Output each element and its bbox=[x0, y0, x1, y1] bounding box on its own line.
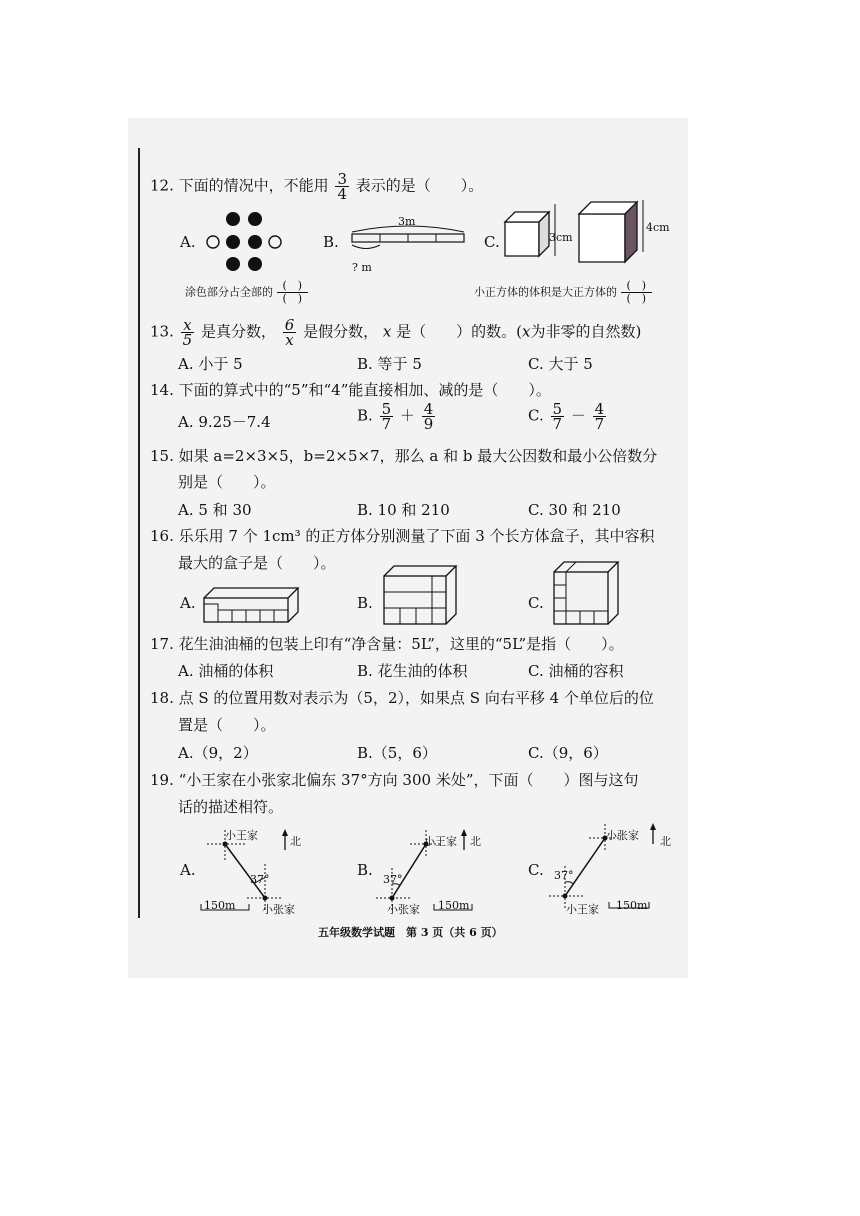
q19-a-scale-label: 150m bbox=[204, 899, 236, 912]
q19-stem-line-1: 19. “小王家在小张家北偏东 37°方向 300 米处”，下面（ ）图与这句 bbox=[150, 771, 639, 789]
caption-a-text: 涂色部分占全部的 bbox=[185, 285, 273, 299]
box-top bbox=[384, 566, 456, 576]
blank-num: ( ) bbox=[277, 280, 309, 293]
unit-cube bbox=[432, 592, 446, 608]
frac bbox=[422, 402, 436, 431]
q18-option-a: A.（9，2） bbox=[178, 744, 258, 762]
q13-tail-2: 为非零的自然数) bbox=[530, 322, 642, 341]
unit-cube bbox=[384, 608, 400, 624]
big-cube-front bbox=[579, 214, 625, 262]
brace-bottom bbox=[352, 245, 380, 249]
q19-c-angle-label: 37° bbox=[554, 869, 574, 882]
q13-tail-1: 是（ ）的数。( bbox=[396, 322, 522, 341]
q12-option-c: C. bbox=[484, 233, 500, 251]
dot bbox=[207, 236, 219, 248]
unit-cube bbox=[274, 610, 288, 622]
box-front bbox=[384, 576, 446, 624]
blank-fraction bbox=[621, 280, 653, 305]
north-arrow-head-icon bbox=[282, 829, 288, 836]
frac-num: 6 bbox=[284, 316, 295, 334]
frac-den: 7 bbox=[381, 415, 392, 433]
unit-cube bbox=[554, 611, 566, 624]
q14-option-b bbox=[357, 402, 437, 431]
unit-cube bbox=[554, 585, 566, 598]
q19-option-b: B. bbox=[357, 861, 373, 879]
q19-a-north-label: 北 bbox=[290, 835, 301, 848]
q19-a-angle-label: 37° bbox=[250, 873, 270, 886]
dot bbox=[248, 235, 262, 249]
q19-stem-line-2: 话的描述相符。 bbox=[178, 798, 284, 816]
frac-den: 7 bbox=[552, 415, 563, 433]
q13-mid-1: 是真分数， bbox=[200, 322, 276, 341]
frac-den: 5 bbox=[182, 331, 193, 349]
page-footer: 五年级数学试题 第 3 页（共 6 页） bbox=[318, 926, 503, 939]
unit-cube bbox=[400, 608, 416, 624]
q17-option-a: A. 油桶的体积 bbox=[178, 662, 274, 680]
option-letter: C. bbox=[528, 406, 544, 425]
q12-frac-den: 4 bbox=[337, 185, 347, 203]
q12-caption-a bbox=[185, 280, 308, 305]
q15-option-c: C. 30 和 210 bbox=[528, 501, 621, 519]
q15-option-a: A. 5 和 30 bbox=[178, 501, 252, 519]
frac-num: 5 bbox=[381, 400, 392, 418]
blank-den: ( ) bbox=[282, 292, 303, 305]
cube-edge bbox=[566, 562, 576, 572]
q12-text-pre: 下面的情况中，不能用 bbox=[178, 176, 329, 195]
q12-number: 12. bbox=[150, 176, 174, 195]
small-cube-front bbox=[505, 222, 539, 256]
q15-stem-line-1: 15. 如果 a=2×3×5，b=2×5×7，那么 a 和 b 最大公因数和最小公倍数分 bbox=[150, 447, 658, 465]
frac-den: x bbox=[285, 331, 294, 349]
q16-option-a: A. bbox=[180, 594, 196, 612]
dot bbox=[248, 212, 262, 226]
dot bbox=[226, 235, 240, 249]
operator: － bbox=[570, 406, 586, 425]
q12-b-top-label: 3m bbox=[398, 215, 416, 228]
q14-option-c bbox=[528, 402, 608, 431]
dot bbox=[269, 236, 281, 248]
q13-stem bbox=[150, 318, 641, 347]
q18-option-b: B.（5，6） bbox=[357, 744, 437, 762]
margin-line bbox=[138, 148, 140, 918]
box-top bbox=[204, 588, 298, 598]
q12-option-a: A. bbox=[180, 233, 196, 251]
q12-text-post: 表示的是（ ）。 bbox=[355, 176, 484, 195]
q19-c-top-label: 小张家 bbox=[606, 829, 639, 842]
q13-fraction-2 bbox=[283, 318, 297, 347]
q19-a-bottom-label: 小张家 bbox=[262, 903, 295, 916]
q19-b-angle-label: 37° bbox=[383, 873, 403, 886]
dot bbox=[226, 212, 240, 226]
frac-num: 4 bbox=[423, 400, 434, 418]
q12-option-b: B. bbox=[323, 233, 339, 251]
north-arrow-head-icon bbox=[461, 829, 467, 836]
q12-b-bottom-label: ? m bbox=[352, 261, 372, 274]
q12-fraction bbox=[335, 172, 349, 201]
q19-option-a: A. bbox=[180, 861, 196, 879]
q19-c-bottom-label: 小王家 bbox=[566, 903, 599, 916]
q12-c-big-label: 4cm bbox=[646, 221, 670, 234]
option-letter: B. bbox=[357, 406, 373, 425]
q12-c-small-label: 3cm bbox=[549, 231, 573, 244]
caption-c-text: 小正方体的体积是大正方体的 bbox=[474, 285, 617, 299]
q16-box-b bbox=[380, 562, 460, 628]
q12-dots-figure bbox=[205, 210, 295, 274]
unit-cube bbox=[246, 610, 260, 622]
unit-cube bbox=[432, 576, 446, 592]
q17-stem: 17. 花生油油桶的包装上印有“净含量：5L”，这里的“5L”是指（ ）。 bbox=[150, 635, 624, 653]
q16-option-b: B. bbox=[357, 594, 373, 612]
unit-cube bbox=[416, 608, 432, 624]
unit-cube bbox=[554, 572, 566, 585]
frac-den: 7 bbox=[594, 415, 605, 433]
q15-stem-line-2: 别是（ ）。 bbox=[178, 473, 276, 491]
q17-option-c: C. 油桶的容积 bbox=[528, 662, 624, 680]
unit-cube bbox=[260, 610, 274, 622]
unit-cube bbox=[594, 611, 608, 624]
q13-option-b: B. 等于 5 bbox=[357, 355, 422, 373]
q14-stem: 14. 下面的算式中的“5”和“4”能直接相加、减的是（ ）。 bbox=[150, 381, 551, 399]
frac-num: 4 bbox=[594, 400, 605, 418]
q13-mid-2: 是假分数， bbox=[303, 322, 379, 341]
q15-option-b: B. 10 和 210 bbox=[357, 501, 450, 519]
frac bbox=[593, 402, 607, 431]
q12-caption-c bbox=[474, 280, 652, 305]
dot bbox=[226, 257, 240, 271]
q19-b-north-label: 北 bbox=[470, 835, 481, 848]
unit-cube bbox=[218, 610, 232, 622]
q13-option-c: C. 大于 5 bbox=[528, 355, 593, 373]
q17-option-b: B. 花生油的体积 bbox=[357, 662, 468, 680]
unit-cube bbox=[232, 610, 246, 622]
frac-den: 9 bbox=[423, 415, 434, 433]
frac-num: x bbox=[181, 318, 195, 333]
dot bbox=[248, 257, 262, 271]
q19-option-c: C. bbox=[528, 861, 544, 879]
q19-a-top-label: 小王家 bbox=[225, 829, 258, 842]
unit-cube bbox=[566, 611, 580, 624]
q16-stem-line-1: 16. 乐乐用 7 个 1cm³ 的正方体分别测量了下面 3 个长方体盒子，其中容积 bbox=[150, 527, 655, 545]
q18-option-c: C.（9，6） bbox=[528, 744, 608, 762]
q12-frac-num: 3 bbox=[337, 170, 347, 188]
q16-box-c bbox=[550, 558, 622, 628]
q16-option-c: C. bbox=[528, 594, 544, 612]
q19-b-scale-label: 150m bbox=[438, 899, 470, 912]
q16-stem-line-2: 最大的盒子是（ ）。 bbox=[178, 554, 336, 572]
q18-stem-line-2: 置是（ ）。 bbox=[178, 716, 276, 734]
north-arrow-head-icon bbox=[650, 823, 656, 830]
frac bbox=[380, 402, 394, 431]
blank-den: ( ) bbox=[626, 292, 647, 305]
q13-variable: x bbox=[382, 322, 392, 341]
frac bbox=[551, 402, 565, 431]
operator: ＋ bbox=[399, 406, 415, 425]
q19-c-north-label: 北 bbox=[660, 835, 671, 848]
unit-cube bbox=[580, 611, 594, 624]
unit-cube bbox=[554, 598, 566, 611]
unit-cube bbox=[204, 604, 218, 622]
q14-option-a: A. 9.25－7.4 bbox=[178, 413, 271, 431]
blank-fraction bbox=[277, 280, 309, 305]
unit-cube bbox=[432, 608, 446, 624]
q18-stem-line-1: 18. 点 S 的位置用数对表示为（5，2），如果点 S 向右平移 4 个单位后的位 bbox=[150, 689, 654, 707]
q19-c-scale-label: 150m bbox=[616, 899, 648, 912]
blank-num: ( ) bbox=[621, 280, 653, 293]
q12-stem bbox=[150, 172, 483, 201]
q16-box-a bbox=[200, 580, 300, 628]
q19-b-bottom-label: 小张家 bbox=[387, 903, 420, 916]
q13-number: 13. bbox=[150, 322, 174, 341]
box-top bbox=[554, 562, 618, 572]
q13-option-a: A. 小于 5 bbox=[178, 355, 243, 373]
q13-variable: x bbox=[522, 322, 531, 341]
frac-num: 5 bbox=[552, 400, 563, 418]
q19-b-top-label: 小王家 bbox=[424, 835, 457, 848]
q13-fraction-1 bbox=[181, 318, 195, 347]
